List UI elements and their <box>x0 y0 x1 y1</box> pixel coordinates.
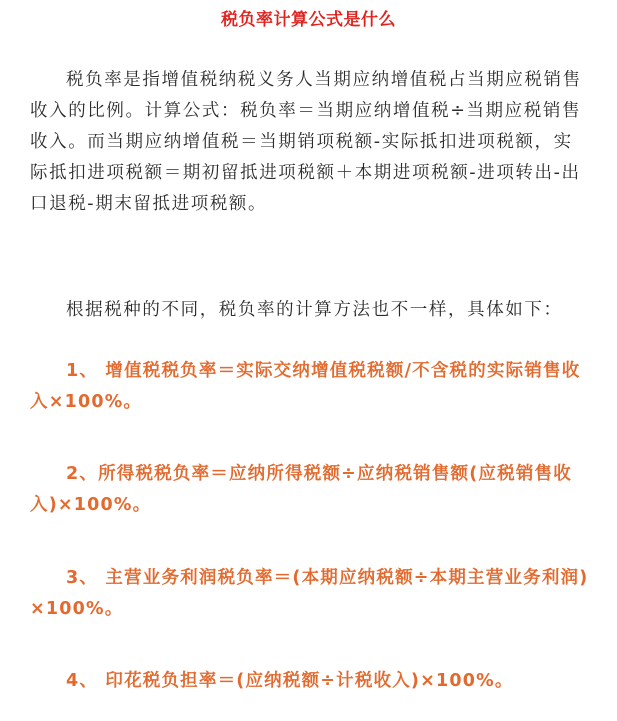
article-title: 税负率计算公式是什么 <box>221 10 396 30</box>
rule-text: 3、 主营业务利润税负率＝(本期应纳税额÷本期主营业务利润)×100%。 <box>30 568 589 619</box>
income-tax-burden-rule <box>30 459 590 521</box>
business-profit-tax-burden-rule <box>30 563 590 625</box>
stamp-tax-burden-rule <box>30 666 590 697</box>
rule-text: 4、 印花税负担率＝(应纳税额÷计税收入)×100%。 <box>66 671 514 691</box>
intro-paragraph-text: 税负率是指增值税纳税义务人当期应纳增值税占当期应税销售收入的比例。计算公式：税负率＝当期应纳增值税÷当期应税销售收入。而当期应纳增值税＝当期销项税额-实际抵扣进项税额，实际抵扣进项税额＝期初留抵进项税额＋本期进项税额-进项转出-出口退税-期末留抵进项税额。 <box>30 70 582 214</box>
rule-text: 1、 增值税税负率＝实际交纳增值税税额/不含税的实际销售收入×100%。 <box>30 361 581 412</box>
method-intro-text: 根据税种的不同，税负率的计算方法也不一样，具体如下： <box>66 300 563 320</box>
rule-text: 2、所得税税负率＝应纳所得税额÷应纳税销售额(应税销售收入)×100%。 <box>30 464 572 515</box>
method-intro-paragraph <box>30 295 590 326</box>
intro-paragraph <box>30 65 590 220</box>
vat-tax-burden-rule <box>30 356 590 418</box>
